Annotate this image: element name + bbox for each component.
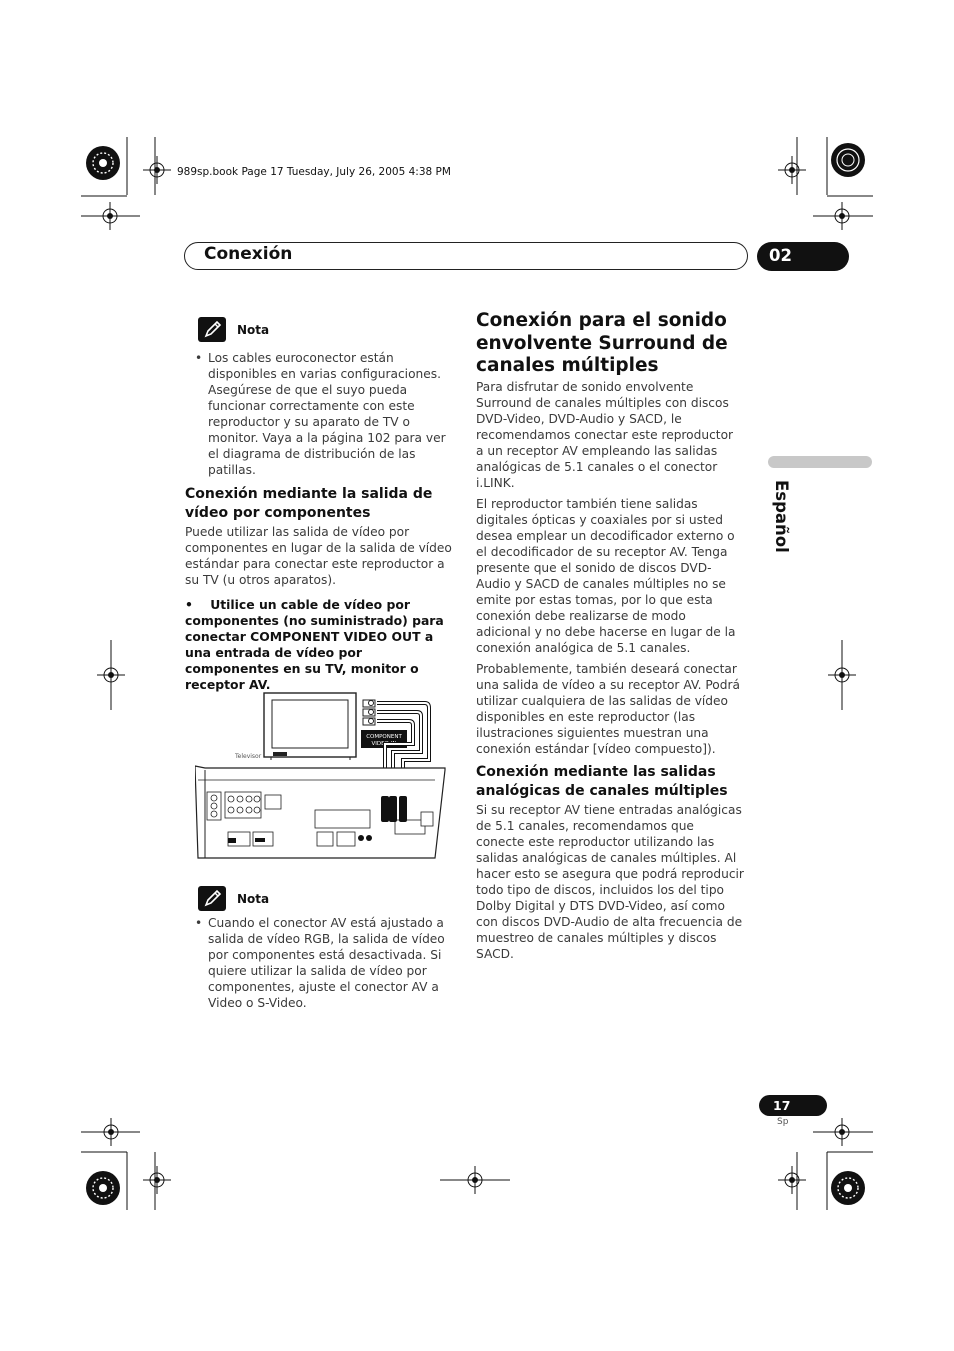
bullet-icon: •	[195, 916, 203, 930]
component-paragraph: Puede utilizar las salida de vídeo por componentes en lugar de la salida de vídeo estándar para conectar este reproductor a su TV (u otros aparatos).	[185, 525, 452, 587]
starburst-mark-tl	[86, 146, 120, 180]
note-pencil-icon-2	[198, 886, 226, 911]
starburst-mark-tr	[831, 143, 865, 177]
component-connection-diagram	[195, 690, 450, 865]
component-step-text: Utilice un cable de vídeo por componentes (no suministrado) para conectar COMPONENT VIDEO OUT a una entrada de vídeo por componentes en su TV, monitor o receptor AV.	[185, 597, 444, 692]
chapter-number: 02	[757, 242, 849, 271]
surround-body	[476, 379, 744, 757]
component-in-label-1: COMPONENT	[366, 734, 402, 740]
note-list-item-2	[195, 915, 454, 1011]
bullet-icon: •	[195, 351, 203, 365]
page-number: 17	[759, 1095, 827, 1116]
note-label: Nota	[237, 323, 270, 337]
analog-paragraph: Si su receptor AV tiene entradas analógicas de 5.1 canales, recomendamos que conecte este reproductor utilizando las salidas analógicas de canales múltiples. Al hacer esto se asegura que podrá reproducir todo tipo de discos, incluidos los del tipo Dolby Digital y DTS DVD-Video, así como con discos DVD-Audio de alta frecuencia de muestreo de canales múltiples y discos SACD.	[476, 803, 744, 961]
starburst-mark-bl	[86, 1171, 120, 1205]
language-label-wrap	[772, 480, 796, 560]
language-tab	[768, 456, 872, 468]
note-list-item	[195, 350, 454, 478]
tv-label: Televisor	[235, 753, 262, 760]
component-in-label-2: VIDEO IN	[371, 741, 397, 747]
note-label-2: Nota	[237, 892, 270, 906]
step-bullet-icon: •	[185, 597, 211, 612]
analog-heading: Conexión mediante las salidas analógicas de canales múltiples	[476, 764, 728, 799]
language-label: Español	[772, 480, 791, 553]
component-heading: Conexión mediante la salida de vídeo por componentes	[185, 486, 433, 521]
note-pencil-icon	[198, 317, 226, 342]
print-header: 989sp.book Page 17 Tuesday, July 26, 2005 4:38 PM	[177, 166, 451, 178]
section-title: Conexión	[204, 244, 293, 264]
note-text: Los cables euroconector están disponibles en varias configuraciones. Asegúrese de que el suyo pueda funcionar correctamente con este reproductor y su aparato de TV o monitor. Vaya a la página 102 para ver el diagrama de distribución de las patillas.	[208, 351, 446, 477]
note-text-2: Cuando el conector AV está ajustado a salida de vídeo RGB, la salida de vídeo por componentes está desactivada. Si quiere utilizar la salida de vídeo por componentes, ajuste el conector AV a Video o S-Video.	[208, 916, 445, 1010]
surround-paragraph-1: Para disfrutar de sonido envolvente Surround de canales múltiples con discos DVD-Video, DVD-Audio y SACD, le recomendamos conectar este reproductor a un receptor AV empleando las salidas analógicas de 5.1 canales o el conector i.LINK.	[476, 380, 734, 490]
surround-paragraph-2: El reproductor también tiene salidas digitales ópticas y coaxiales por si usted desea emplear un decodificador externo o el decodificador de su receptor AV. Tenga presente que el sonido de discos DVD-Audio y SACD de canales múltiples no se emite por estas tomas, por lo que esta conexión debe realizarse de modo adicional y no debe hacerse en lugar de la conexión analógica de 5.1 canales.	[476, 497, 736, 655]
page-language: Sp	[777, 1117, 789, 1127]
component-step	[185, 597, 455, 693]
surround-paragraph-3: Probablemente, también deseará conectar una salida de vídeo a su receptor AV. Podrá utilizar cualquiera de las salidas de vídeo disponibles en este reproductor (las ilustraciones siguientes muestran una conexión estándar [vídeo compuesto]).	[476, 662, 740, 756]
surround-heading: Conexión para el sonido envolvente Surround de canales múltiples	[476, 310, 728, 376]
starburst-mark-br	[831, 1171, 865, 1205]
